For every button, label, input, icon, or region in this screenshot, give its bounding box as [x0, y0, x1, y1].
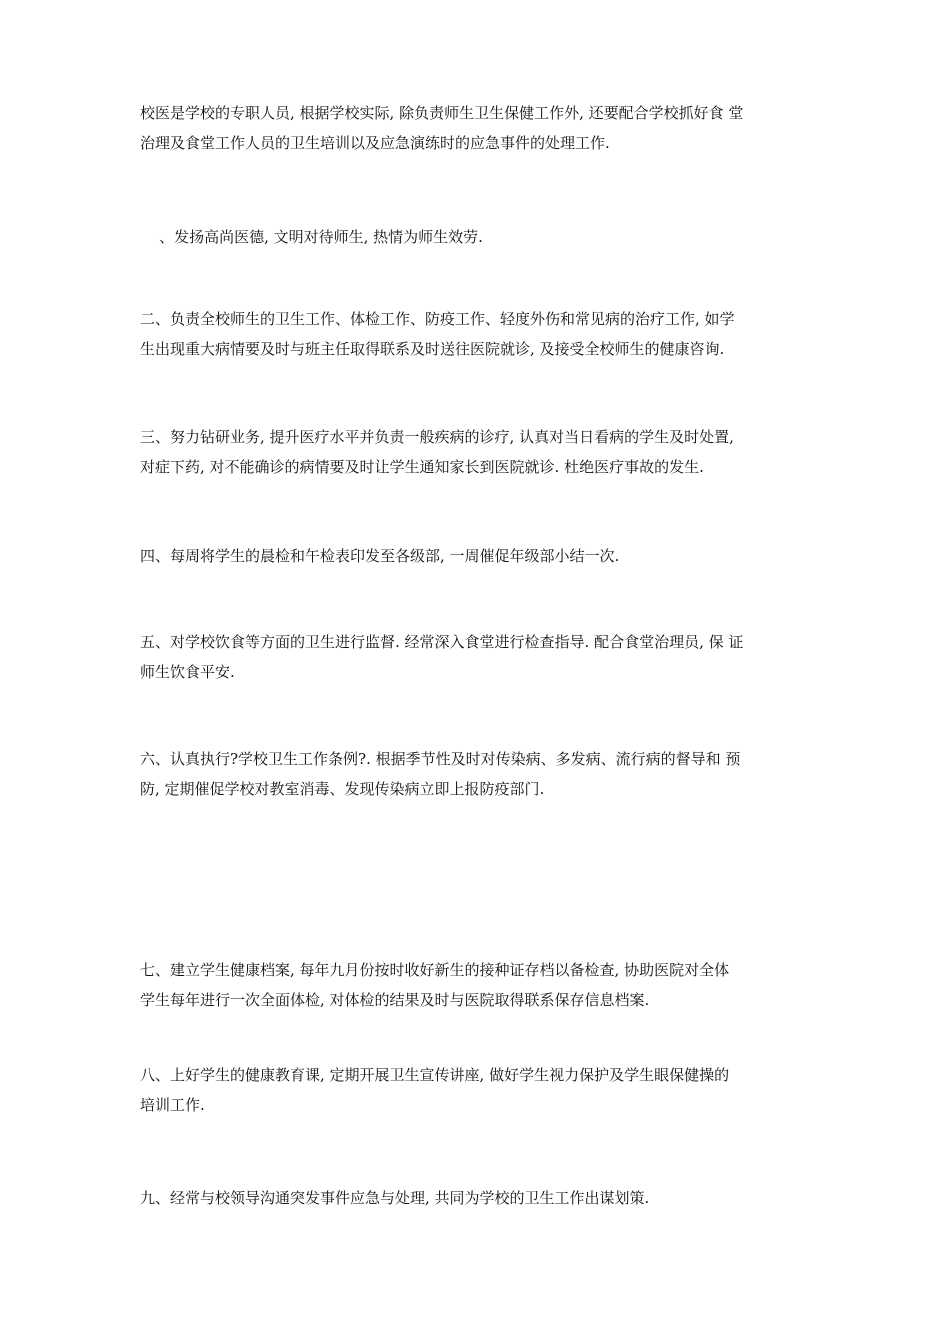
- paragraph-line: 九、经常与校领导沟通突发事件应急与处理, 共同为学校的卫生工作出谋划策.: [140, 1189, 650, 1207]
- paragraph-line: 七、建立学生健康档案, 每年九月份按时收好新生的接种证存档以备检查, 协助医院对全体: [140, 961, 730, 979]
- paragraph-line: 六、认真执行?学校卫生工作条例?. 根据季节性及时对传染病、多发病、流行病的督导和 预: [140, 750, 741, 768]
- paragraph-line: 八、上好学生的健康教育课, 定期开展卫生宣传讲座, 做好学生视力保护及学生眼保健操的: [140, 1066, 730, 1084]
- paragraph-item-2: [140, 304, 830, 364]
- paragraph-line: 对症下药, 对不能确诊的病情要及时让学生通知家长到医院就诊. 杜绝医疗事故的发生.: [140, 458, 704, 476]
- paragraph-line: 、发扬高尚医德, 文明对待师生, 热情为师生效劳.: [140, 228, 483, 246]
- paragraph-line: 师生饮食平安.: [140, 663, 235, 681]
- paragraph-item-3: [140, 422, 830, 482]
- paragraph-item-7: [140, 955, 830, 1015]
- paragraph-line: 二、负责全校师生的卫生工作、体检工作、防疫工作、轻度外伤和常见病的治疗工作, 如学: [140, 310, 735, 328]
- paragraph-item-1: [140, 222, 830, 252]
- paragraph-line: 校医是学校的专职人员, 根据学校实际, 除负责师生卫生保健工作外, 还要配合学校抓好食 堂: [140, 104, 744, 122]
- paragraph-item-4: [140, 541, 830, 571]
- paragraph-line: 防, 定期催促学校对教室消毒、发现传染病立即上报防疫部门.: [140, 780, 545, 798]
- paragraph-line: 培训工作.: [140, 1096, 205, 1114]
- paragraph-item-6: [140, 744, 830, 804]
- paragraph-item-5: [140, 627, 830, 687]
- paragraph-item-8: [140, 1060, 830, 1120]
- paragraph-line: 四、每周将学生的晨检和午检表印发至各级部, 一周催促年级部小结一次.: [140, 547, 620, 565]
- paragraph-intro: [140, 98, 830, 158]
- paragraph-line: 生出现重大病情要及时与班主任取得联系及时送往医院就诊, 及接受全校师生的健康咨询.: [140, 340, 725, 358]
- paragraph-line: 学生每年进行一次全面体检, 对体检的结果及时与医院取得联系保存信息档案.: [140, 991, 650, 1009]
- paragraph-line: 治理及食堂工作人员的卫生培训以及应急演练时的应急事件的处理工作.: [140, 134, 610, 152]
- paragraph-item-9: [140, 1183, 830, 1213]
- paragraph-line: 三、努力钻研业务, 提升医疗水平并负责一般疾病的诊疗, 认真对当日看病的学生及时处置,: [140, 428, 734, 446]
- paragraph-line: 五、对学校饮食等方面的卫生进行监督. 经常深入食堂进行检查指导. 配合食堂治理员, 保 证: [140, 633, 744, 651]
